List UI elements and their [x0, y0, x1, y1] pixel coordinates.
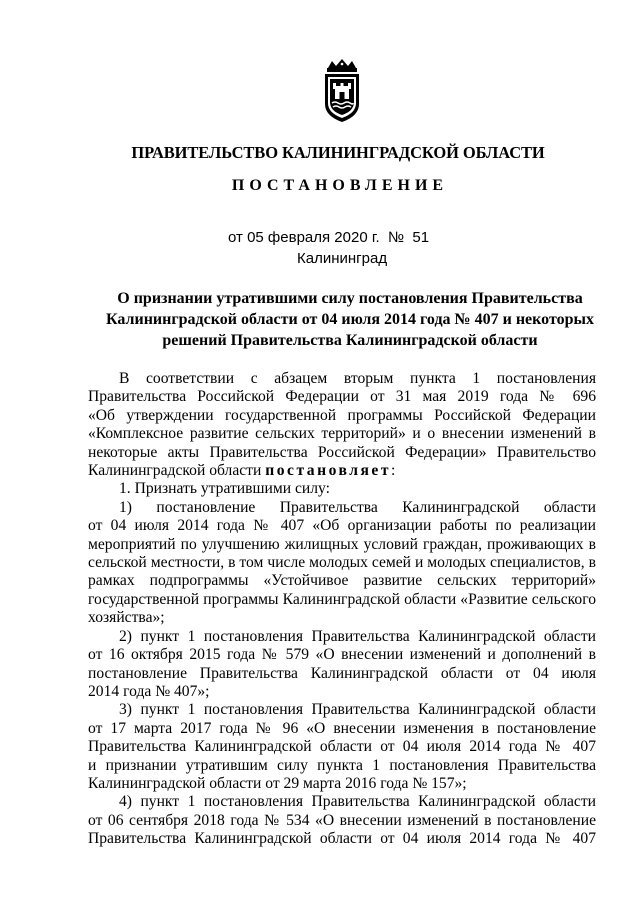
clause-item-2 — [88, 628, 596, 702]
number-sign: № — [387, 229, 405, 246]
text-line: от 17 марта 2017 года № 96 «О внесении изменения в постановление — [88, 719, 596, 737]
document-subject — [100, 288, 600, 351]
text-line: 1) постановление Правительства Калининградской области — [119, 498, 596, 516]
text-line: рамках подпрограммы «Устойчивое развитие сельских территорий» — [88, 572, 596, 590]
clause-item-1 — [88, 499, 596, 628]
text-line: «Комплексное развитие сельских территорий» и о внесении изменений в — [88, 425, 596, 443]
document-number: 51 — [412, 229, 430, 246]
text-line: некоторые акты Правительства Российской Федерации» Правительство — [88, 443, 596, 461]
text-line: «Об утверждении государственной программы Российской Федерации — [88, 406, 596, 424]
clause-item-3 — [88, 701, 596, 793]
text-line: хозяйства»; — [88, 609, 165, 627]
clause-item-4 — [88, 793, 596, 848]
text-line: Калининградской области от 29 марта 2016 года № 157»; — [88, 774, 467, 792]
text-line: от 04 июля 2014 года № 407 «Об организации работы по реализации — [88, 517, 596, 535]
text-line: мероприятий по улучшению жилищных условий граждан, проживающих в — [88, 535, 596, 553]
clause-heading: 1. Признать утратившими силу: — [119, 480, 330, 498]
text-line: и признании утратившим силу пункта 1 постановления Правительства — [88, 756, 596, 774]
text-line: от 06 сентября 2018 года № 534 «О внесении изменений в постановление — [88, 811, 596, 829]
decree-colon: : — [390, 462, 396, 480]
document-type: ПОСТАНОВЛЕНИЕ — [231, 177, 449, 194]
text-line: 2014 года № 407»; — [88, 682, 210, 700]
document-date: 05 февраля 2020 г. — [247, 229, 380, 246]
text-line: Правительства Российской Федерации от 31 мая 2019 года № 696 — [88, 388, 596, 406]
government-title: ПРАВИТЕЛЬСТВО КАЛИНИНГРАДСКОЙ ОБЛАСТИ — [131, 143, 545, 162]
preamble-tail: Калининградской области — [88, 462, 262, 480]
text-line: сельской местности, в том числе молодых семей и молодых специалистов, в — [88, 554, 596, 572]
text-line — [88, 462, 596, 480]
text-line: государственной программы Калининградской области «Развитие сельского — [88, 590, 596, 608]
subject-line: Калининградской области от 04 июля 2014 года № 407 и некоторых — [105, 311, 594, 328]
text-line: Правительства Калининградской области от 04 июля 2014 года № 407 — [88, 738, 596, 756]
text-line: от 16 октября 2015 года № 579 «О внесении изменений и дополнений в — [88, 646, 596, 664]
preamble-paragraph — [88, 370, 596, 480]
text-line: 4) пункт 1 постановления Правительства Калининградской области — [119, 793, 596, 811]
coat-of-arms-icon — [319, 58, 365, 124]
document-body — [88, 370, 596, 849]
date-prefix: от — [228, 229, 243, 246]
date-line — [228, 229, 429, 246]
text-line: постановление Правительства Калининградской области от 04 июля — [88, 664, 596, 682]
text-line: В соответствии с абзацем вторым пункта 1 постановления — [119, 370, 596, 387]
subject-line: решений Правительства Калининградской области — [162, 332, 538, 349]
text-line: 3) пункт 1 постановления Правительства Калининградской области — [119, 701, 596, 719]
subject-line: О признании утратившими силу постановления Правительства — [117, 290, 583, 307]
decree-word: постановляет — [265, 462, 391, 480]
city: Калининград — [297, 250, 388, 267]
text-line: 2) пункт 1 постановления Правительства Калининградской области — [119, 627, 596, 645]
text-line: Правительства Калининградской области от 04 июля 2014 года № 407 — [88, 830, 596, 848]
